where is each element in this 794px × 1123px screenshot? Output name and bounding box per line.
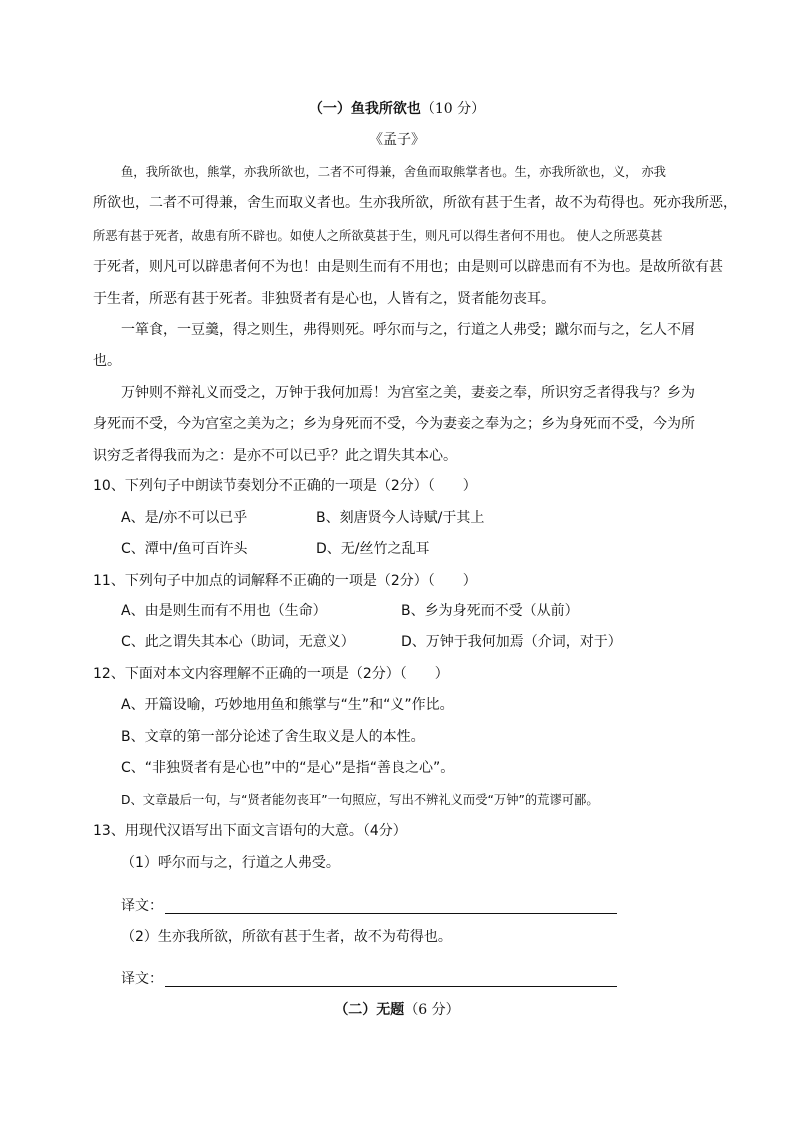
q12-option-d: D、文章最后一句，与“贤者能勿丧耳”一句照应，写出不辨礼义而受“万钟”的荒谬可鄙。 (121, 793, 599, 807)
passage-line: 一箪食，一豆羹，得之则生，弗得则死。呼尔而与之，行道之人弗受；蹴尔而与之，乞人不屑 (121, 322, 695, 338)
q12-option-c: C、“非独贤者有是心也”中的“是心”是指“善良之心”。 (121, 760, 455, 776)
section1-title (0, 99, 794, 119)
passage-line: 万钟则不辩礼义而受之，万钟于我何加焉！为宫室之美，妻妾之奉，所识穷乏者得我与？乡为 (121, 385, 695, 401)
q12-stem: 12、下面对本文内容理解不正确的一项是（2分）（ ） (93, 666, 449, 682)
section2-score: （6 分） (404, 1002, 460, 1018)
answer-line[interactable] (165, 986, 617, 987)
passage-line: 于死者，则凡可以辟患者何不为也！由是则生而有不用也；由是则可以辟患而有不为也。是故所欲有甚 (93, 259, 723, 275)
passage-line: 识穷乏者得我而为之：是亦不可以已乎？此之谓失其本心。 (93, 448, 457, 464)
passage-line: 所欲也，二者不可得兼，舍生而取义者也。生亦我所欲，所欲有甚于生者，故不为苟得也。死亦我所恶， (93, 195, 737, 211)
q11-stem: 11、下列句子中加点的词解释不正确的一项是（2分）（ ） (93, 573, 477, 589)
q12-option-b: B、文章的第一部分论述了舍生取义是人的本性。 (121, 729, 425, 745)
answer-line[interactable] (165, 913, 617, 914)
section2-title-text: （二）无题 (334, 1002, 405, 1018)
passage-line: 所恶有甚于死者，故患有所不辟也。如使人之所欲莫甚于生，则凡可以得生者何不用也。 使人之所恶莫甚 (93, 229, 663, 243)
section1-source: 《孟子》 (369, 132, 425, 148)
passage-line: 鱼，我所欲也，熊掌，亦我所欲也，二者不可得兼，舍鱼而取熊掌者也。生，亦我所欲也，义， 亦我 (121, 165, 666, 179)
section2-title (0, 1000, 794, 1020)
q13-sentence-1: （1）呼尔而与之，行道之人弗受。 (121, 855, 340, 871)
passage-line: 也。 (93, 353, 121, 369)
q11-option-d: D、万钟于我何加焉（介词，对于） (401, 634, 622, 650)
q11-option-a: A、由是则生而有不用也（生命） (121, 603, 327, 619)
answer-label: 译文： (121, 898, 163, 914)
answer-label: 译文： (121, 971, 163, 987)
q10-option-b: B、刻唐贤今人诗赋/于其上 (316, 510, 485, 526)
section1-score: （10 分） (420, 101, 486, 117)
q13-answer-1[interactable] (121, 896, 617, 916)
passage-line: 身死而不受，今为宫室之美为之；乡为身死而不受，今为妻妾之奉为之；乡为身死而不受，今为所 (93, 416, 695, 432)
passage-line: 于生者，所恶有甚于死者。非独贤者有是心也，人皆有之，贤者能勿丧耳。 (93, 291, 555, 307)
q13-answer-2[interactable] (121, 969, 617, 989)
q10-option-a: A、是/亦不可以已乎 (121, 510, 248, 526)
q13-sentence-2: （2）生亦我所欲，所欲有甚于生者，故不为苟得也。 (121, 929, 452, 945)
q12-option-a: A、开篇设喻，巧妙地用鱼和熊掌与“生”和“义”作比。 (121, 697, 454, 713)
q11-option-c: C、此之谓失其本心（助词，无意义） (121, 634, 355, 650)
q10-option-c: C、潭中/鱼可百许头 (121, 541, 248, 557)
q11-option-b: B、乡为身死而不受（从前） (401, 603, 579, 619)
q10-option-d: D、无/丝竹之乱耳 (316, 541, 430, 557)
section1-title-text: （一）鱼我所欲也 (308, 101, 421, 117)
q13-stem: 13、用现代汉语写出下面文言语句的大意。（4分） (93, 823, 407, 839)
q10-stem: 10、下列句子中朗读节奏划分不正确的一项是（2分）（ ） (93, 478, 477, 494)
